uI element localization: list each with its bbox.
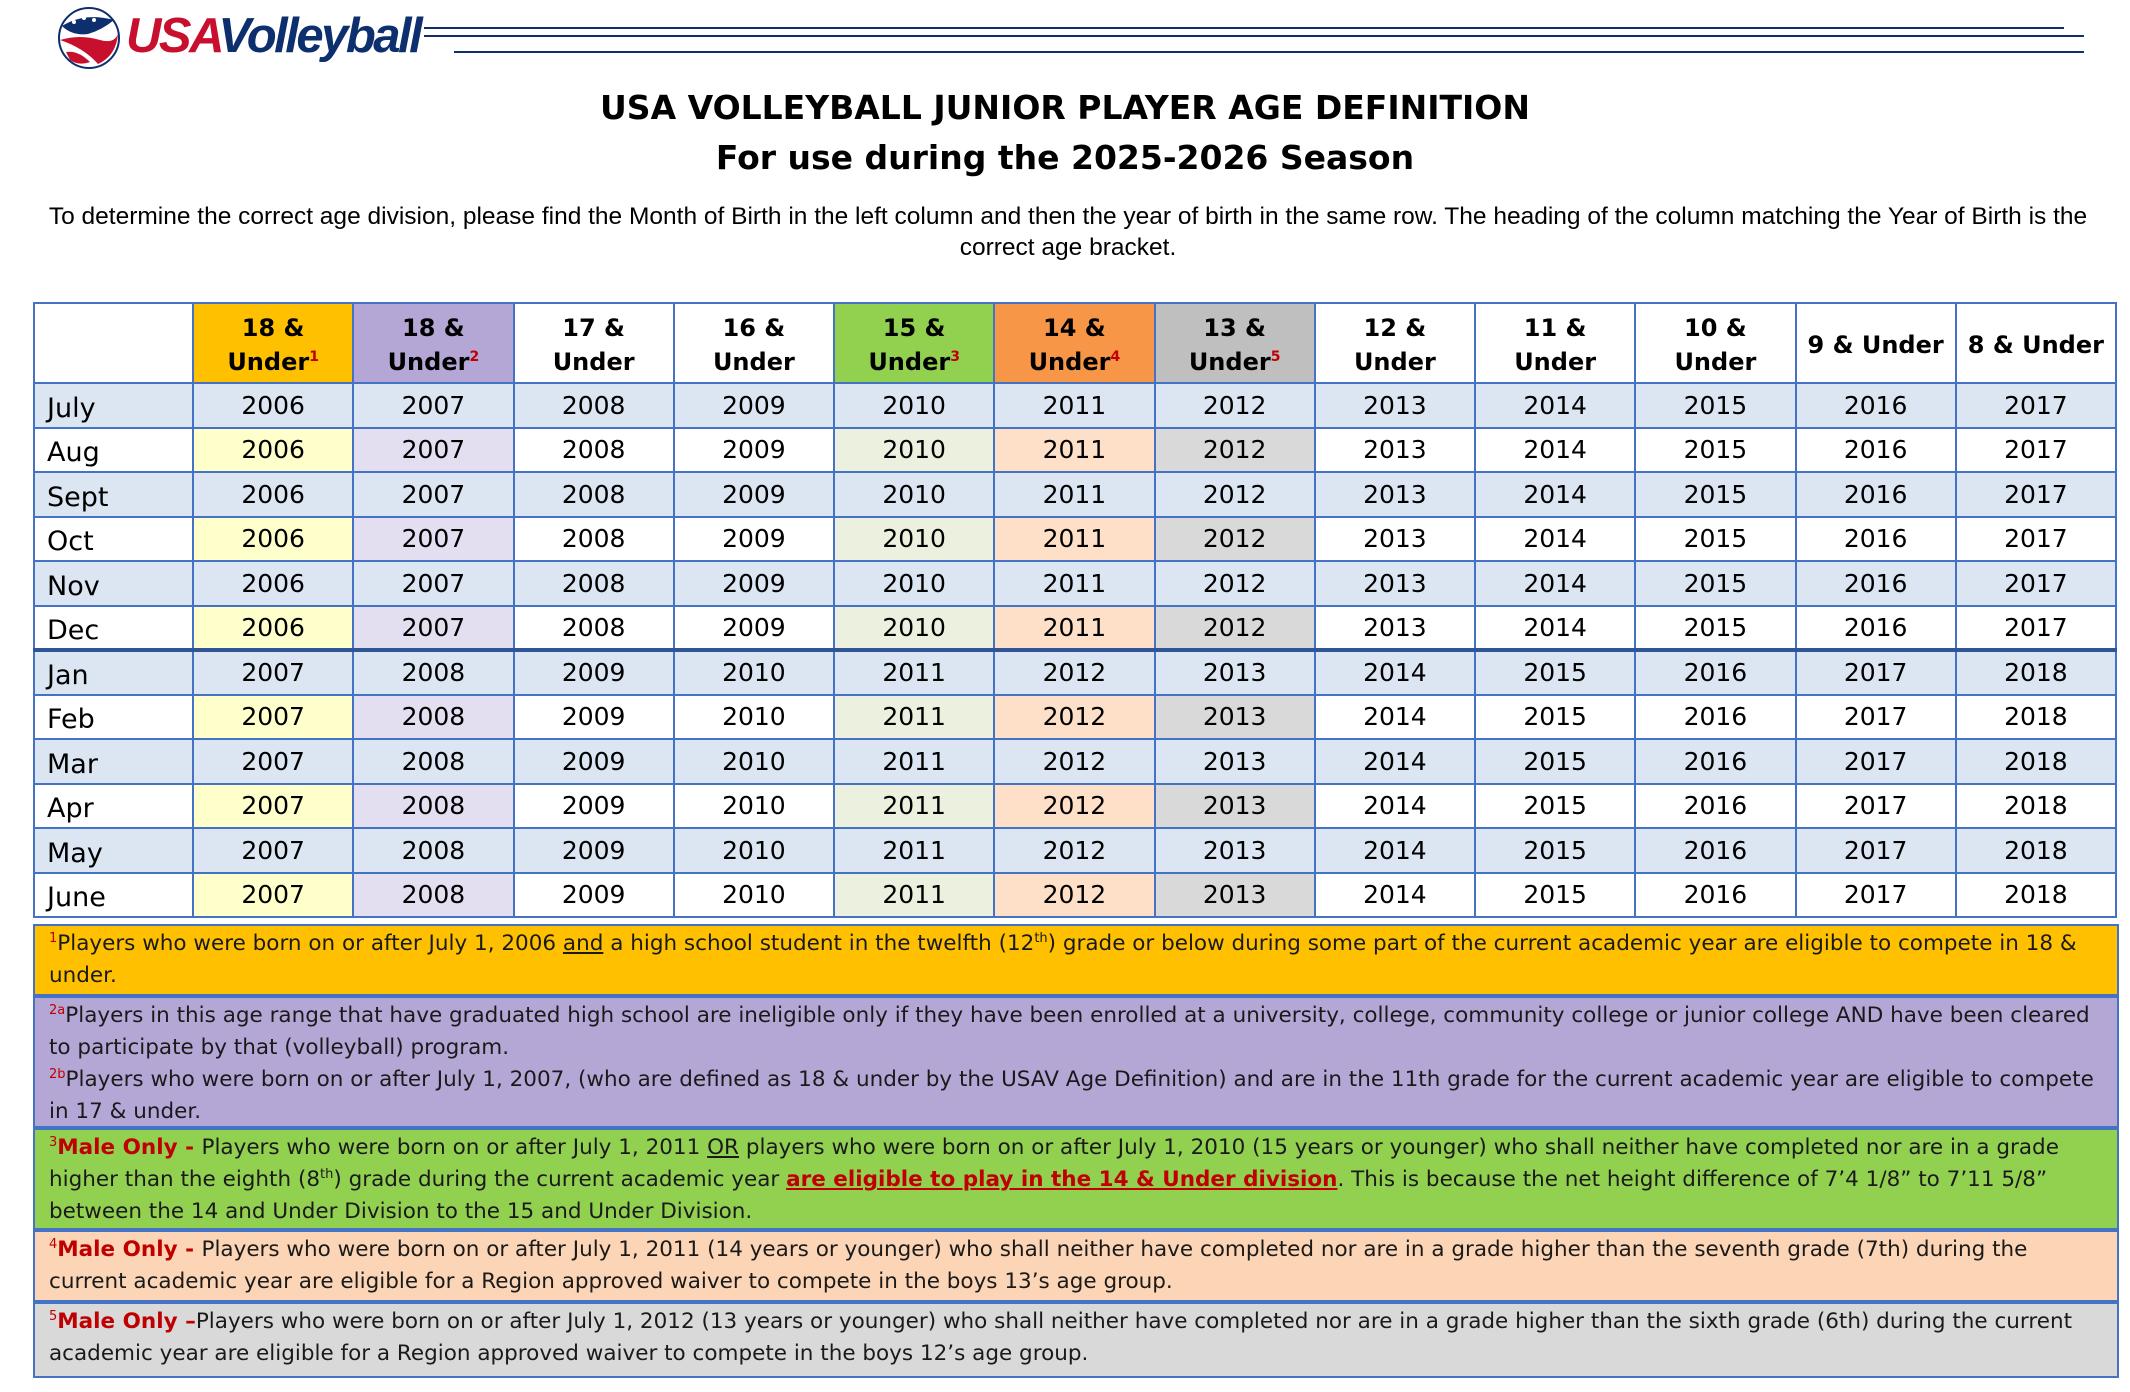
birth-year-cell: 2007 [353, 517, 513, 562]
birth-year-cell: 2011 [994, 517, 1154, 562]
birth-year-cell: 2007 [193, 784, 353, 829]
birth-year-cell: 2008 [514, 517, 674, 562]
birth-month-cell: Dec [34, 606, 193, 651]
birth-year-cell: 2014 [1475, 428, 1635, 473]
birth-year-cell: 2014 [1475, 383, 1635, 428]
column-header [674, 303, 834, 383]
footnote-marker: 4 [1110, 349, 1121, 365]
birth-year-cell: 2017 [1956, 428, 2116, 473]
birth-year-cell: 2014 [1315, 739, 1475, 784]
birth-month-cell: July [34, 383, 193, 428]
birth-year-cell: 2013 [1315, 383, 1475, 428]
birth-year-cell: 2016 [1635, 873, 1795, 918]
birth-year-cell: 2017 [1796, 828, 1956, 873]
birth-year-cell: 2015 [1475, 873, 1635, 918]
birth-month-cell: Jan [34, 650, 193, 695]
birth-year-cell: 2007 [353, 383, 513, 428]
birth-year-cell: 2018 [1956, 695, 2116, 740]
table-row [34, 873, 2116, 918]
footnote-marker: 1 [309, 349, 319, 365]
birth-year-cell: 2009 [514, 828, 674, 873]
table-row [34, 650, 2116, 695]
column-header-line1: 16 & [722, 314, 786, 342]
birth-year-cell: 2010 [674, 784, 834, 829]
header-blank-cell [34, 303, 193, 383]
birth-year-cell: 2006 [193, 472, 353, 517]
birth-year-cell: 2014 [1475, 606, 1635, 651]
birth-year-cell: 2006 [193, 383, 353, 428]
birth-month-cell: Oct [34, 517, 193, 562]
birth-year-cell: 2016 [1635, 650, 1795, 695]
table-row [34, 517, 2116, 562]
birth-year-cell: 2014 [1475, 517, 1635, 562]
birth-year-cell: 2017 [1956, 383, 2116, 428]
column-header-line2: Under [1353, 348, 1436, 376]
table-header-row [34, 303, 2116, 383]
birth-year-cell: 2018 [1956, 828, 2116, 873]
birth-year-cell: 2011 [834, 784, 994, 829]
birth-year-cell: 2012 [1155, 517, 1315, 562]
birth-year-cell: 2012 [994, 873, 1154, 918]
birth-year-cell: 2007 [353, 561, 513, 606]
table-row [34, 828, 2116, 873]
birth-year-cell: 2008 [514, 606, 674, 651]
birth-year-cell: 2015 [1635, 561, 1795, 606]
birth-year-cell: 2008 [514, 561, 674, 606]
birth-year-cell: 2007 [353, 606, 513, 651]
column-header [1635, 303, 1795, 383]
birth-year-cell: 2010 [834, 428, 994, 473]
column-header-line2: Under$^2$ [387, 348, 480, 376]
column-header [353, 303, 513, 383]
birth-year-cell: 2015 [1475, 739, 1635, 784]
column-header-line2: Under$^4$ [1028, 348, 1121, 376]
birth-year-cell: 2010 [674, 873, 834, 918]
column-header-line2: Under [1674, 348, 1757, 376]
birth-year-cell: 2016 [1635, 784, 1795, 829]
column-header-line2: Under$^3$ [868, 348, 960, 376]
column-header-line1: 11 & [1523, 314, 1587, 342]
birth-year-cell: 2010 [674, 695, 834, 740]
birth-year-cell: 2008 [353, 873, 513, 918]
birth-year-cell: 2016 [1796, 561, 1956, 606]
birth-year-cell: 2008 [353, 650, 513, 695]
birth-year-cell: 2012 [994, 828, 1154, 873]
birth-year-cell: 2010 [834, 606, 994, 651]
birth-year-cell: 2017 [1796, 739, 1956, 784]
birth-year-cell: 2015 [1635, 428, 1795, 473]
footnote-marker: 5 [1270, 349, 1281, 365]
birth-year-cell: 2015 [1635, 472, 1795, 517]
birth-year-cell: 2012 [994, 650, 1154, 695]
birth-year-cell: 2009 [674, 517, 834, 562]
table-row [34, 784, 2116, 829]
footnote-2b: $^{2b}$Players who were born on or after July 1, 2007, (who are defined as 18 & under by the USAV Age Definition) and are in the 11th grade for the current academic year are eligible to compete in 17 & under. [49, 1066, 2094, 1124]
birth-year-cell: 2008 [353, 739, 513, 784]
table-row [34, 695, 2116, 740]
page-title: USA VOLLEYBALL JUNIOR PLAYER AGE DEFINITION [600, 88, 1530, 127]
birth-year-cell: 2013 [1315, 472, 1475, 517]
birth-year-cell: 2017 [1956, 561, 2116, 606]
column-header-line2: Under$^5$ [1188, 348, 1281, 376]
birth-year-cell: 2013 [1155, 739, 1315, 784]
column-header-line2: Under [1514, 348, 1597, 376]
birth-year-cell: 2007 [193, 650, 353, 695]
birth-year-cell: 2012 [1155, 472, 1315, 517]
birth-year-cell: 2013 [1155, 695, 1315, 740]
birth-month-cell: June [34, 873, 193, 918]
birth-year-cell: 2010 [834, 472, 994, 517]
birth-year-cell: 2007 [353, 472, 513, 517]
birth-month-cell: Aug [34, 428, 193, 473]
birth-year-cell: 2010 [834, 383, 994, 428]
birth-year-cell: 2015 [1635, 606, 1795, 651]
column-header [193, 303, 353, 383]
footnote-marker: 2 [469, 349, 480, 365]
birth-year-cell: 2011 [994, 561, 1154, 606]
birth-year-cell: 2011 [994, 383, 1154, 428]
birth-year-cell: 2011 [994, 428, 1154, 473]
birth-year-cell: 2015 [1635, 383, 1795, 428]
birth-year-cell: 2007 [193, 739, 353, 784]
volleyball-logo-icon [54, 4, 124, 70]
birth-year-cell: 2009 [674, 472, 834, 517]
birth-year-cell: 2010 [674, 828, 834, 873]
birth-year-cell: 2016 [1796, 428, 1956, 473]
birth-year-cell: 2013 [1315, 428, 1475, 473]
birth-month-cell: Feb [34, 695, 193, 740]
table-row [34, 428, 2116, 473]
birth-year-cell: 2010 [834, 561, 994, 606]
birth-year-cell: 2012 [1155, 428, 1315, 473]
birth-year-cell: 2007 [353, 428, 513, 473]
birth-year-cell: 2016 [1796, 383, 1956, 428]
birth-year-cell: 2018 [1956, 873, 2116, 918]
birth-year-cell: 2017 [1796, 784, 1956, 829]
birth-year-cell: 2009 [514, 873, 674, 918]
birth-year-cell: 2017 [1796, 650, 1956, 695]
birth-year-cell: 2006 [193, 517, 353, 562]
column-header-line1: 13 & [1203, 314, 1266, 342]
birth-year-cell: 2014 [1475, 472, 1635, 517]
birth-year-cell: 2017 [1956, 606, 2116, 651]
column-header [834, 303, 994, 383]
birth-year-cell: 2016 [1796, 517, 1956, 562]
birth-year-cell: 2007 [193, 695, 353, 740]
column-header [1956, 303, 2116, 383]
birth-year-cell: 2010 [834, 517, 994, 562]
table-row [34, 561, 2116, 606]
column-header [1475, 303, 1635, 383]
birth-year-cell: 2015 [1475, 784, 1635, 829]
column-header-line1: 8 & Under [1967, 331, 2104, 359]
footnote-marker: 3 [950, 349, 960, 365]
birth-year-cell: 2009 [514, 650, 674, 695]
birth-year-cell: 2016 [1635, 739, 1795, 784]
header-rule-lines [424, 22, 2084, 56]
column-header-line1: 12 & [1363, 314, 1427, 342]
birth-year-cell: 2014 [1315, 695, 1475, 740]
birth-year-cell: 2016 [1796, 606, 1956, 651]
birth-year-cell: 2015 [1475, 695, 1635, 740]
table-row [34, 739, 2116, 784]
birth-year-cell: 2006 [193, 606, 353, 651]
birth-year-cell: 2011 [834, 650, 994, 695]
birth-year-cell: 2012 [1155, 606, 1315, 651]
column-header-line1: 18 & [241, 314, 305, 342]
footnote-5: $^5$Male Only –Players who were born on or after July 1, 2012 (13 years or younger) who shall neither have completed nor are in a grade higher than the sixth grade (6th) during the current academic year are eligible for a Region approved waiver to compete in the boys 12’s age group. [33, 1302, 2119, 1378]
column-header [514, 303, 674, 383]
birth-year-cell: 2012 [1155, 383, 1315, 428]
footnote-1: $^1$Players who were born on or after July 1, 2006 and a high school student in the twelfth (12th) grade or below during some part of the current academic year are eligible to compete in 18 & under. [33, 924, 2119, 996]
birth-year-cell: 2016 [1635, 828, 1795, 873]
birth-year-cell: 2009 [674, 428, 834, 473]
birth-year-cell: 2018 [1956, 784, 2116, 829]
birth-year-cell: 2012 [994, 695, 1154, 740]
birth-year-cell: 2008 [514, 472, 674, 517]
birth-year-cell: 2013 [1315, 606, 1475, 651]
birth-year-cell: 2016 [1635, 695, 1795, 740]
birth-year-cell: 2009 [514, 695, 674, 740]
birth-year-cell: 2010 [674, 739, 834, 784]
column-header [1315, 303, 1475, 383]
footnote-4: $^4$Male Only - Players who were born on or after July 1, 2011 (14 years or younger) who shall neither have completed nor are in a grade higher than the seventh grade (7th) during the current academic year are eligible for a Region approved waiver to compete in the boys 13’s age group. [33, 1230, 2119, 1302]
birth-year-cell: 2011 [834, 873, 994, 918]
instructions-text: To determine the correct age division, please find the Month of Birth in the left column and then the year of birth in the same row. The heading of the column matching the Year of Birth is the correct age bracket. [48, 203, 2088, 261]
column-header-line1: 15 & [882, 314, 946, 342]
birth-year-cell: 2012 [994, 784, 1154, 829]
birth-year-cell: 2011 [994, 606, 1154, 651]
birth-year-cell: 2014 [1315, 650, 1475, 695]
birth-year-cell: 2007 [193, 828, 353, 873]
birth-year-cell: 2008 [353, 784, 513, 829]
birth-month-cell: May [34, 828, 193, 873]
birth-year-cell: 2017 [1796, 873, 1956, 918]
birth-month-cell: Nov [34, 561, 193, 606]
birth-year-cell: 2008 [353, 828, 513, 873]
birth-year-cell: 2017 [1796, 695, 1956, 740]
column-header-line2: Under$^1$ [227, 348, 319, 376]
birth-year-cell: 2018 [1956, 650, 2116, 695]
birth-year-cell: 2016 [1796, 472, 1956, 517]
birth-year-cell: 2013 [1155, 784, 1315, 829]
column-header [1155, 303, 1315, 383]
logo-wordmark: USAVolleyball [126, 9, 421, 63]
column-header-line1: 9 & Under [1807, 331, 1944, 359]
birth-year-cell: 2013 [1155, 828, 1315, 873]
birth-year-cell: 2011 [834, 739, 994, 784]
birth-year-cell: 2012 [1155, 561, 1315, 606]
birth-year-cell: 2017 [1956, 517, 2116, 562]
birth-year-cell: 2009 [514, 739, 674, 784]
birth-month-cell: Mar [34, 739, 193, 784]
birth-year-cell: 2009 [674, 606, 834, 651]
table-row [34, 606, 2116, 651]
birth-year-cell: 2010 [674, 650, 834, 695]
birth-year-cell: 2014 [1315, 873, 1475, 918]
column-header-line1: 10 & [1684, 314, 1747, 342]
birth-month-cell: Apr [34, 784, 193, 829]
column-header [1796, 303, 1956, 383]
birth-year-cell: 2015 [1475, 650, 1635, 695]
age-definition-table [33, 302, 2115, 920]
column-header-line2: Under [552, 348, 635, 376]
footnote-2a: $^{2a}$Players in this age range that have graduated high school are ineligible only if they have been enrolled at a university, college, community college or junior college AND have been cleared to participate by that (volleyball) program. [49, 1002, 2090, 1060]
column-header-line1: 14 & [1043, 314, 1106, 342]
footnote-2 [33, 996, 2119, 1128]
usa-volleyball-logo [54, 0, 421, 76]
birth-year-cell: 2013 [1315, 517, 1475, 562]
birth-year-cell: 2018 [1956, 739, 2116, 784]
column-header [994, 303, 1154, 383]
page-subtitle: For use during the 2025-2026 Season [715, 138, 1415, 177]
birth-year-cell: 2014 [1315, 784, 1475, 829]
birth-year-cell: 2011 [834, 828, 994, 873]
birth-year-cell: 2011 [994, 472, 1154, 517]
birth-year-cell: 2011 [834, 695, 994, 740]
birth-year-cell: 2006 [193, 428, 353, 473]
birth-year-cell: 2013 [1155, 873, 1315, 918]
birth-month-cell: Sept [34, 472, 193, 517]
birth-year-cell: 2009 [674, 383, 834, 428]
table-row [34, 383, 2116, 428]
birth-year-cell: 2008 [353, 695, 513, 740]
birth-year-cell: 2015 [1635, 517, 1795, 562]
birth-year-cell: 2013 [1315, 561, 1475, 606]
birth-year-cell: 2007 [193, 873, 353, 918]
birth-year-cell: 2009 [674, 561, 834, 606]
table-row [34, 472, 2116, 517]
birth-year-cell: 2009 [514, 784, 674, 829]
birth-year-cell: 2013 [1155, 650, 1315, 695]
column-header-line2: Under [712, 348, 795, 376]
footnote-3: $^3$Male Only - Players who were born on or after July 1, 2011 OR players who were born on or after July 1, 2010 (15 years or younger) who shall neither have completed nor are in a grade higher than the eighth (8th) grade during the current academic year are eligible to play in the 14 & Under division. This is because the net height difference of 7’4 1/8” to 7’11 5/8” between the 14 and Under Division to the 15 and Under Division. [33, 1128, 2119, 1230]
birth-year-cell: 2014 [1475, 561, 1635, 606]
birth-year-cell: 2008 [514, 428, 674, 473]
birth-year-cell: 2012 [994, 739, 1154, 784]
column-header-line1: 18 & [402, 314, 465, 342]
birth-year-cell: 2017 [1956, 472, 2116, 517]
birth-year-cell: 2006 [193, 561, 353, 606]
column-header-line1: 17 & [562, 314, 625, 342]
birth-year-cell: 2014 [1315, 828, 1475, 873]
birth-year-cell: 2015 [1475, 828, 1635, 873]
birth-year-cell: 2008 [514, 383, 674, 428]
